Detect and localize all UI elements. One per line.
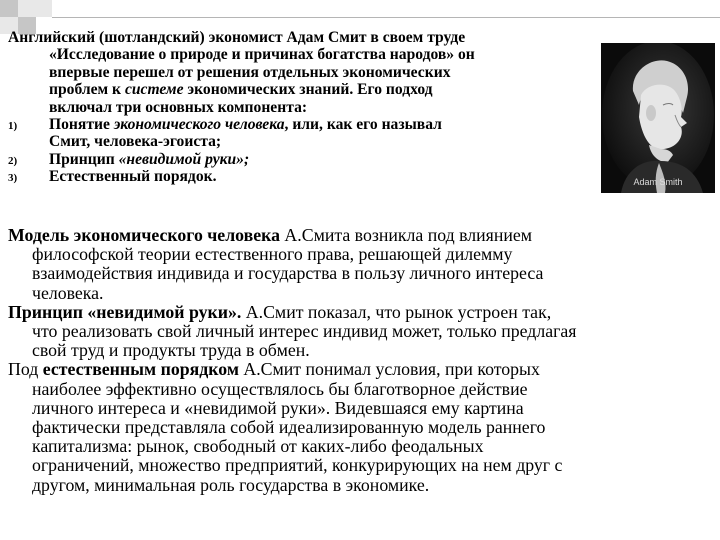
item-number: 2) bbox=[8, 154, 18, 167]
paragraph-term: Модель экономического человека bbox=[8, 225, 280, 245]
paragraph-line: другом, минимальная роль государства в экономике. bbox=[32, 474, 430, 495]
paragraph-text: А.Смит показал, что рынок устроен так, bbox=[241, 301, 552, 322]
item-number: 3) bbox=[8, 172, 18, 185]
intro-line: включал три основных компонента: bbox=[49, 98, 308, 116]
item-text: , или, как его называл bbox=[284, 116, 442, 134]
component-item bbox=[8, 151, 603, 168]
deco-square bbox=[0, 0, 18, 17]
paragraph-economic-man bbox=[8, 226, 714, 303]
paragraph-line: человека. bbox=[32, 282, 104, 303]
paragraph-line: что реализовать свой личный интерес индивид может, только предлагая bbox=[32, 321, 577, 342]
paragraph-line: взаимодействия индивида и государства в пользу личного интереса bbox=[32, 263, 544, 284]
portrait-engraving bbox=[601, 43, 715, 193]
body-text bbox=[8, 226, 714, 495]
paragraph-first-line bbox=[8, 303, 714, 322]
paragraph-term: естественным порядком bbox=[42, 359, 239, 380]
intro-block bbox=[8, 29, 603, 186]
paragraph-text: А.Смит понимал условия, при которых bbox=[238, 359, 540, 380]
paragraph-line: капитализма: рынок, свободный от каких-либо феодальных bbox=[32, 436, 484, 457]
deco-square bbox=[18, 0, 36, 17]
component-item bbox=[8, 116, 603, 133]
paragraph-line: философской теории естественного права, решающей дилемму bbox=[32, 244, 513, 265]
paragraph-invisible-hand bbox=[8, 303, 714, 361]
paragraph-line: наиболее эффективно осуществлялось бы благотворное действие bbox=[32, 378, 528, 399]
paragraph-line: ограничений, множество предприятий, конкурирующих на нем друг с bbox=[32, 455, 563, 476]
paragraph-natural-order bbox=[8, 360, 714, 494]
intro-line: впервые перешел от решения отдельных экономических bbox=[49, 63, 451, 81]
header-rule bbox=[52, 17, 720, 18]
paragraph-first-line bbox=[8, 360, 714, 379]
item-text: Понятие bbox=[49, 116, 114, 134]
paragraph-first-line bbox=[8, 226, 714, 245]
item-text: Принцип bbox=[49, 150, 119, 168]
item-continuation: Смит, человека-эгоиста; bbox=[49, 133, 222, 151]
paragraph-term: Принцип «невидимой руки». bbox=[8, 301, 242, 322]
intro-text: проблем к bbox=[49, 81, 125, 99]
portrait-caption: Adam Smith bbox=[633, 177, 683, 187]
intro-text: экономических знаний. Его подход bbox=[183, 81, 433, 99]
paragraph-line: фактически представляла собой идеализированную модель раннего bbox=[32, 417, 546, 438]
intro-line bbox=[8, 81, 603, 98]
intro-line: «Исследование о природе и причинах богатства народов» он bbox=[49, 46, 475, 64]
intro-emphasis: системе bbox=[124, 81, 184, 99]
intro-line: Английский (шотландский) экономист Адам Смит в своем труде bbox=[8, 29, 466, 46]
item-number: 1) bbox=[8, 120, 18, 133]
paragraph-text: Под bbox=[8, 359, 43, 380]
paragraph-text: А.Смита возникла под влиянием bbox=[279, 225, 533, 245]
item-text: Естественный порядок. bbox=[49, 168, 217, 186]
item-emphasis: «невидимой руки»; bbox=[118, 150, 250, 168]
deco-square bbox=[36, 0, 52, 17]
item-emphasis: экономического человека bbox=[113, 116, 285, 134]
paragraph-line: свой труд и продукты труда в обмен. bbox=[32, 340, 310, 361]
paragraph-line: личного интереса и «невидимой руки». Видевшаяся ему картина bbox=[32, 397, 524, 418]
adam-smith-portrait bbox=[601, 43, 715, 193]
component-item bbox=[8, 168, 603, 185]
